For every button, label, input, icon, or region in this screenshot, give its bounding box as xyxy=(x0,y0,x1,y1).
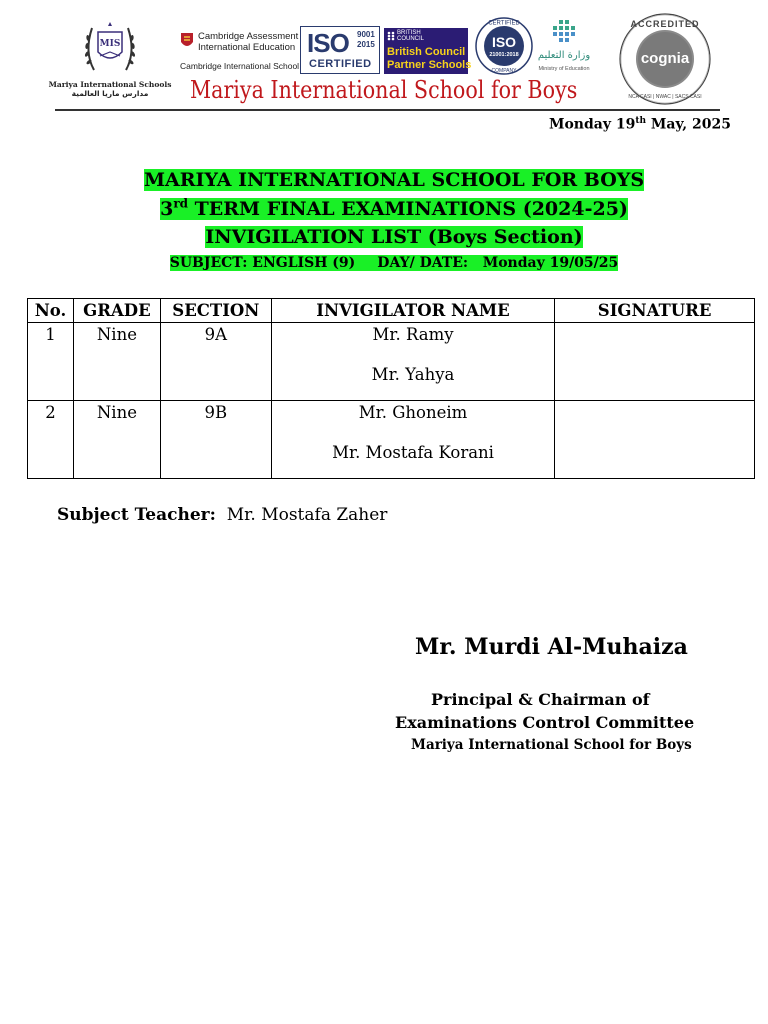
col-header-invigilator: INVIGILATOR NAME xyxy=(271,299,554,323)
bc-line3: British Council xyxy=(387,46,466,58)
principal-school: Mariya International School for Boys xyxy=(411,737,692,753)
table-row xyxy=(28,323,755,401)
subject-teacher-label: Subject Teacher: xyxy=(57,505,216,525)
iso-certified-text: CERTIFIED xyxy=(309,58,372,70)
bc-line1: BRITISH xyxy=(397,30,421,36)
cognia-accredited-seal xyxy=(618,12,712,106)
svg-text:Ministry of Education: Ministry of Education xyxy=(538,66,590,72)
subject-text: SUBJECT: ENGLISH (9) xyxy=(169,255,356,271)
svg-text:ACCREDITED: ACCREDITED xyxy=(630,19,700,29)
day-date-value: Monday 19/05/25 xyxy=(482,255,619,271)
date-day: Monday 19 xyxy=(548,116,636,133)
principal-title-line1: Principal & Chairman of xyxy=(431,690,650,709)
heading-list xyxy=(0,226,768,248)
document-date xyxy=(549,116,731,133)
term-rest: TERM FINAL EXAMINATIONS (2024-25) xyxy=(188,198,628,221)
cambridge-line1: Cambridge Assessment xyxy=(198,31,299,42)
letterhead xyxy=(0,0,768,112)
col-header-section: SECTION xyxy=(160,299,271,323)
subject-teacher-name: Mr. Mostafa Zaher xyxy=(226,505,388,525)
day-date-label: DAY/ DATE: xyxy=(377,255,469,271)
cell-no: 1 xyxy=(28,323,74,401)
cell-invigilators xyxy=(271,401,554,479)
svg-text:COMPANY: COMPANY xyxy=(491,68,517,74)
col-header-no: No. xyxy=(28,299,74,323)
svg-text:21001:2018: 21001:2018 xyxy=(489,52,519,58)
iso-number: 9001 xyxy=(357,30,375,39)
heading-school-text: MARIYA INTERNATIONAL SCHOOL FOR BOYS xyxy=(143,169,645,191)
british-council-badge xyxy=(384,28,472,74)
term-suffix: rd xyxy=(173,197,189,211)
cell-signature xyxy=(555,323,755,401)
mis-logo xyxy=(40,18,180,102)
bc-line4: Partner Schools xyxy=(387,59,472,71)
table-row xyxy=(28,401,755,479)
ministry-of-education-logo xyxy=(533,18,595,78)
heading-term xyxy=(0,197,768,220)
cell-signature xyxy=(555,401,755,479)
cell-section: 9A xyxy=(160,323,271,401)
school-title-banner: Mariya International School for Boys xyxy=(190,76,578,104)
invigilator-name: Mr. Mostafa Korani xyxy=(332,443,494,462)
cell-no: 2 xyxy=(28,401,74,479)
svg-text:CERTIFIED: CERTIFIED xyxy=(488,20,520,27)
cell-section: 9B xyxy=(160,401,271,479)
cambridge-logo xyxy=(180,30,300,74)
heading-term-highlight xyxy=(160,198,628,220)
term-number: 3 xyxy=(160,198,174,221)
svg-text:cognia: cognia xyxy=(640,50,690,67)
cambridge-shield-icon xyxy=(180,32,194,50)
invigilator-name: Mr. Ramy xyxy=(372,325,454,344)
iso-21001-seal xyxy=(474,16,534,76)
heading-school xyxy=(0,169,768,191)
invigilator-name: Mr. Ghoneim xyxy=(358,403,468,422)
invigilation-table xyxy=(27,298,755,479)
cell-grade: Nine xyxy=(73,401,160,479)
bc-line2: COUNCIL xyxy=(397,36,425,42)
heading-subject-highlight xyxy=(170,255,619,271)
laurel-crest-icon xyxy=(80,18,140,76)
principal-name: Mr. Murdi Al-Muhaiza xyxy=(415,634,688,660)
iso-9001-badge xyxy=(300,26,380,74)
header-divider xyxy=(55,109,720,111)
iso-year: 2015 xyxy=(357,40,375,49)
subject-teacher xyxy=(57,505,387,525)
cell-grade: Nine xyxy=(73,323,160,401)
iso-logo-text: ISO xyxy=(307,28,349,58)
invigilator-name: Mr. Yahya xyxy=(371,365,455,384)
svg-text:ISO: ISO xyxy=(491,34,517,50)
svg-text:وزارة التعليم: وزارة التعليم xyxy=(537,50,591,61)
col-header-signature: SIGNATURE xyxy=(555,299,755,323)
mis-logo-arabic: مدارس ماريا العالمية xyxy=(71,89,149,98)
heading-subject xyxy=(0,255,768,271)
principal-title-line2: Examinations Control Committee xyxy=(395,713,695,732)
mis-logo-text: Mariya International Schools xyxy=(48,80,172,89)
cambridge-line2: International Education xyxy=(198,42,296,53)
date-rest: May, 2025 xyxy=(646,116,731,133)
british-council-dots-icon xyxy=(387,31,395,41)
svg-text:MIS: MIS xyxy=(99,39,121,49)
svg-text:NCA CASI | NWAC | SACS CASI: NCA CASI | NWAC | SACS CASI xyxy=(628,94,702,100)
col-header-grade: GRADE xyxy=(73,299,160,323)
cambridge-line3: Cambridge International School xyxy=(180,61,300,71)
cell-invigilators xyxy=(271,323,554,401)
date-suffix: th xyxy=(635,116,647,126)
table-header-row xyxy=(28,299,755,323)
heading-list-text: INVIGILATION LIST (Boys Section) xyxy=(205,226,583,248)
